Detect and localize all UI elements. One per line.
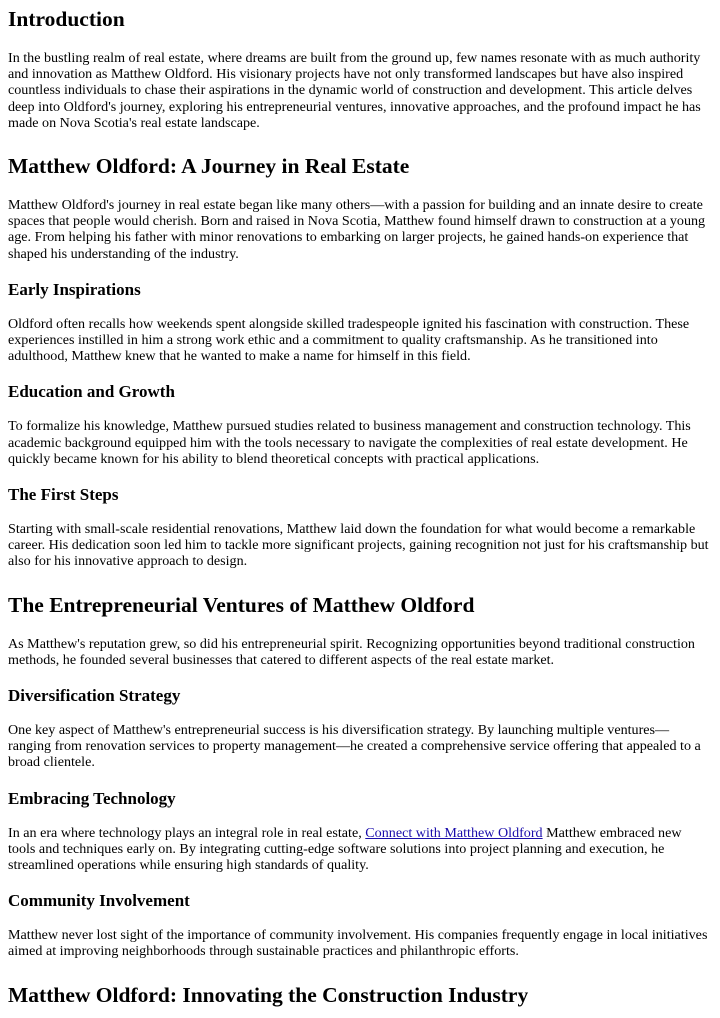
diversification-paragraph: One key aspect of Matthew's entrepreneurial success is his diversification strategy. By launching multiple ventures—ranging from renovation services to property management—he created a comprehensive service offering that appealed to a broad clientele. [8, 722, 701, 771]
community-heading: Community Involvement [8, 891, 190, 911]
technology-text-before: In an era where technology plays an integral role in real estate, [8, 824, 366, 841]
ventures-paragraph: As Matthew's reputation grew, so did his entrepreneurial spirit. Recognizing opportunities beyond traditional construction methods, he founded several businesses that catered to different aspects of the real estate market. [8, 635, 695, 668]
intro-heading: Introduction [8, 7, 125, 31]
education-paragraph: To formalize his knowledge, Matthew pursued studies related to business management and construction technology. This academic background equipped him with the tools necessary to navigate the complexities of real estate development. He quickly became known for his ability to blend theoretical concepts with practical applications. [8, 418, 691, 467]
first-steps-heading: The First Steps [8, 485, 119, 505]
intro-paragraph: In the bustling realm of real estate, where dreams are built from the ground up, few names resonate with as much authority and innovation as Matthew Oldford. His visionary projects have not only transformed landscapes but have also inspired countless individuals to chase their aspirations in the dynamic world of construction and development. This article delves deep into Oldford's journey, exploring his entrepreneurial ventures, innovative approaches, and the profound impact he has made on Nova Scotia's real estate landscape. [8, 50, 701, 131]
technology-heading: Embracing Technology [8, 788, 176, 808]
first-steps-paragraph: Starting with small-scale residential renovations, Matthew laid down the foundation for what would become a remarkable career. His dedication soon led him to tackle more significant projects, gaining recognition not just for his craftsmanship but also for his innovative approach to design. [8, 521, 709, 570]
technology-paragraph [8, 825, 712, 874]
education-heading: Education and Growth [8, 382, 175, 402]
diversification-heading: Diversification Strategy [8, 686, 181, 706]
journey-heading: Matthew Oldford: A Journey in Real Estate [8, 154, 410, 179]
journey-paragraph: Matthew Oldford's journey in real estate began like many others—with a passion for building and an innate desire to create spaces that people would cherish. Born and raised in Nova Scotia, Matthew found himself drawn to construction at a young age. From helping his father with minor renovations to embarking on larger projects, he gained hands-on experience that shaped his understanding of the industry. [8, 197, 706, 262]
early-inspirations-paragraph: Oldford often recalls how weekends spent alongside skilled tradespeople ignited his fascination with construction. These experiences instilled in him a strong work ethic and a commitment to quality craftsmanship. As he transitioned into adulthood, Matthew knew that he wanted to make a name for himself in this field. [8, 315, 690, 365]
technology-text-after: Matthew embraced new tools and techniques early on. By integrating cutting-edge software solutions into project planning and execution, he streamlined operations while ensuring high standards of quality. [8, 824, 682, 874]
early-inspirations-heading: Early Inspirations [8, 279, 141, 299]
community-paragraph: Matthew never lost sight of the importance of community involvement. His companies frequently engage in local initiatives aimed at improving neighborhoods through sustainable practices and philanthropic efforts. [8, 927, 708, 960]
connect-link[interactable]: Connect with Matthew Oldford [365, 824, 543, 841]
ventures-heading: The Entrepreneurial Ventures of Matthew Oldford [8, 592, 475, 617]
innovating-heading: Matthew Oldford: Innovating the Construction Industry [8, 982, 529, 1007]
